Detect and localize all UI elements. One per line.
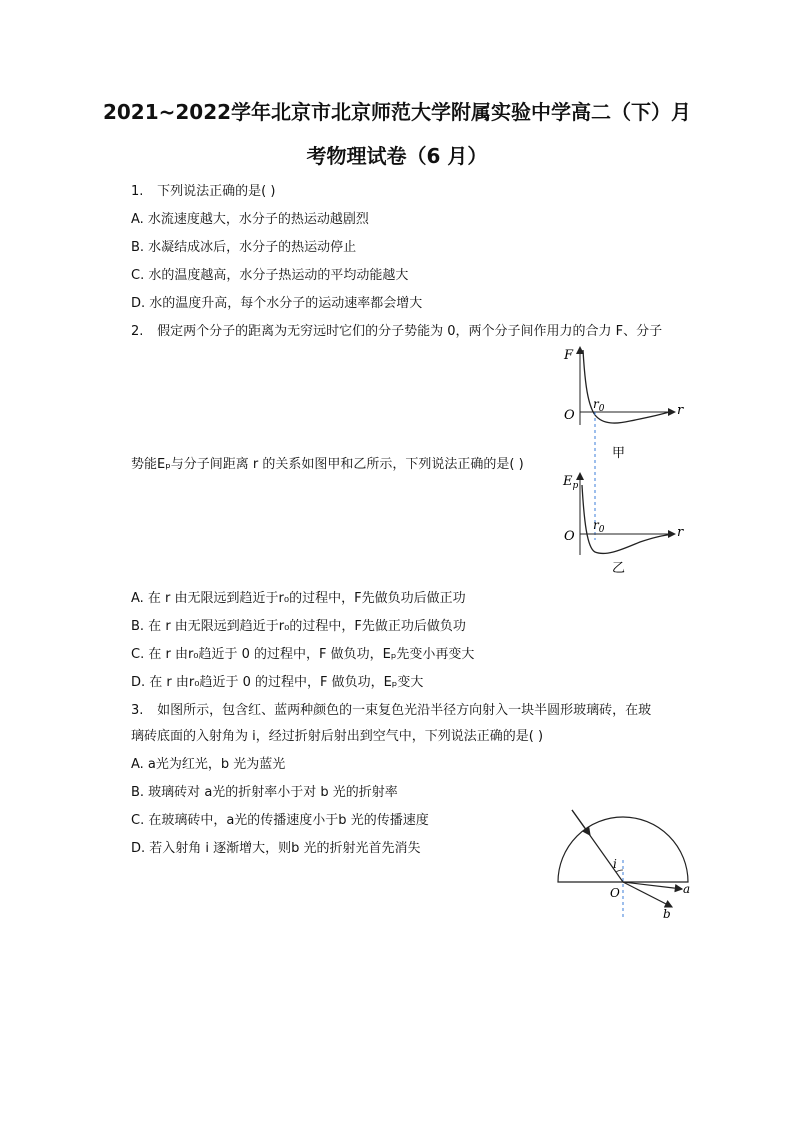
ray-b-label: b	[663, 907, 671, 921]
ray-a-label: a	[683, 882, 691, 896]
r-axis-label-top: r	[677, 403, 684, 418]
q1-option-d: D. 水的温度升高，每个水分子的运动速率都会增大	[131, 296, 423, 311]
origin-label-bottom: O	[564, 529, 575, 544]
question-number: 1.	[131, 184, 144, 199]
question-1	[131, 180, 275, 199]
question-stem-line1: 如图所示，包含红、蓝两种颜色的一束复色光沿半径方向射入一块半圆形玻璃砖，在玻	[157, 703, 652, 718]
q2-option-a: A. 在 r 由无限远到趋近于r₀的过程中，F先做负功后做正功	[131, 591, 466, 606]
r0-label-top: $r_0$	[593, 397, 605, 414]
question-3-stem-line2: 璃砖底面的入射角为 i，经过折射后射出到空气中，下列说法正确的是( )	[131, 729, 544, 744]
label-jia: 甲	[612, 446, 626, 461]
q3-option-a: A. a光为红光，b 光为蓝光	[131, 757, 286, 772]
label-yi: 乙	[612, 561, 626, 575]
semicircle-glass-figure	[550, 805, 700, 925]
f-axis-label: F	[564, 348, 574, 363]
question-3	[131, 699, 651, 718]
question-2-stem-line2: 势能Eₚ与分子间距离 r 的关系如图甲和乙所示，下列说法正确的是( )	[131, 457, 524, 472]
angle-arc	[616, 870, 623, 872]
origin-label: O	[610, 886, 620, 900]
question-stem: 下列说法正确的是( )	[157, 184, 276, 199]
q3-option-b: B. 玻璃砖对 a光的折射率小于对 b 光的折射率	[131, 785, 398, 800]
question-2	[131, 320, 662, 339]
origin-label-top: O	[564, 408, 575, 423]
ep-axis-label: $E_p$	[563, 474, 579, 491]
q2-option-d: D. 在 r 由r₀趋近于 0 的过程中，F 做负功，Eₚ变大	[131, 675, 424, 690]
incident-arrow	[572, 810, 590, 835]
ray-b	[623, 882, 672, 907]
page-title-line2: 考物理试卷（6 月）	[306, 144, 488, 168]
question-number: 2.	[131, 324, 144, 339]
force-energy-figure	[555, 345, 695, 575]
question-number: 3.	[131, 703, 144, 718]
q3-option-c: C. 在玻璃砖中，a光的传播速度小于b 光的传播速度	[131, 813, 429, 828]
page-title-line1: 2021~2022学年北京市北京师范大学附属实验中学高二（下）月	[102, 100, 692, 124]
q1-option-b: B. 水凝结成冰后，水分子的热运动停止	[131, 240, 357, 255]
angle-label: i	[613, 857, 617, 871]
q2-option-c: C. 在 r 由r₀趋近于 0 的过程中，F 做负功，Eₚ先变小再变大	[131, 647, 475, 662]
r-axis-label-bottom: r	[677, 525, 684, 540]
q1-option-a: A. 水流速度越大，水分子的热运动越剧烈	[131, 212, 369, 227]
r0-label-bottom: $r_0$	[593, 518, 605, 535]
q3-option-d: D. 若入射角 i 逐渐增大，则b 光的折射光首先消失	[131, 841, 421, 856]
question-stem-line1: 假定两个分子的距离为无穷远时它们的分子势能为 0，两个分子间作用力的合力 F、分子	[157, 324, 663, 339]
q2-option-b: B. 在 r 由无限远到趋近于r₀的过程中，F先做正功后做负功	[131, 619, 466, 634]
ray-a	[623, 882, 682, 889]
q1-option-c: C. 水的温度越高，水分子热运动的平均动能越大	[131, 268, 409, 283]
